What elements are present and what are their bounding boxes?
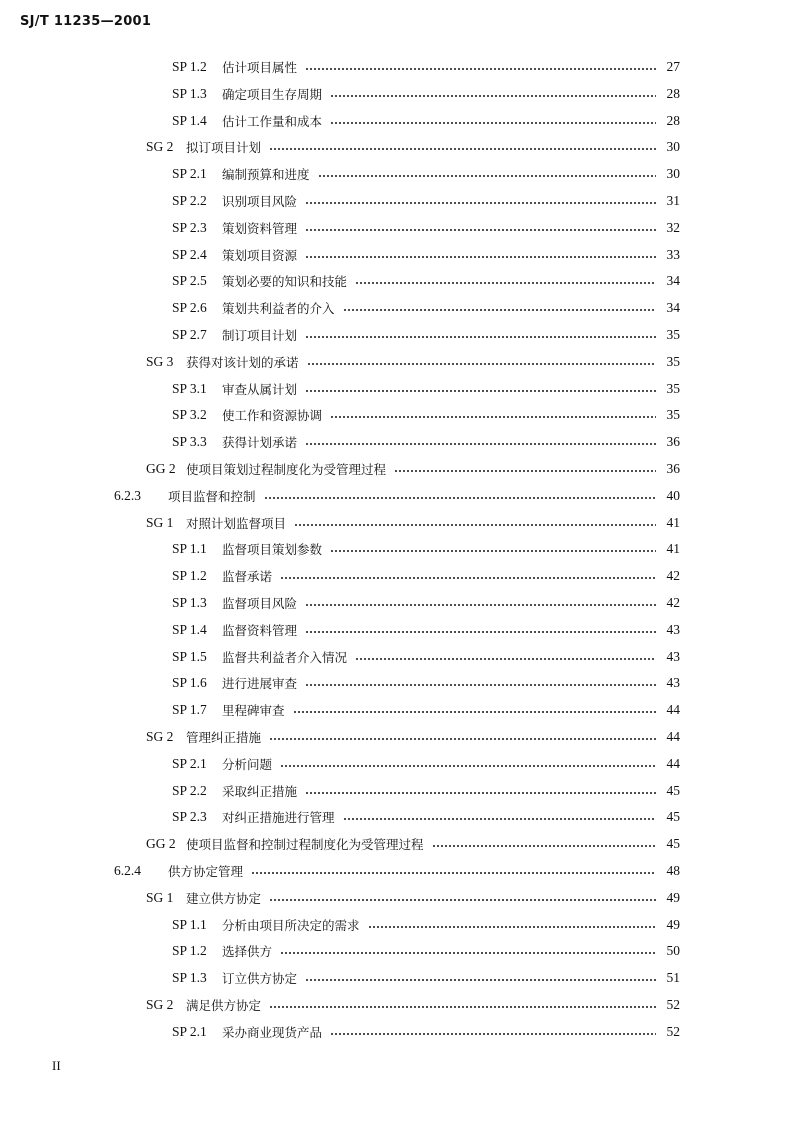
dot-leader xyxy=(305,324,656,346)
dot-leader xyxy=(305,56,656,78)
toc-entry[interactable] xyxy=(114,485,680,507)
toc-entry[interactable] xyxy=(146,887,680,909)
dot-leader xyxy=(280,565,656,587)
toc-entry-code: 6.2.3 xyxy=(114,488,141,503)
toc-entry[interactable] xyxy=(172,190,680,212)
toc-entry-page: 52 xyxy=(666,1024,680,1039)
dot-leader xyxy=(355,270,656,292)
toc-entry-code: SP 1.1 xyxy=(172,917,207,932)
toc-entry-page: 35 xyxy=(666,327,680,342)
toc-entry-title: 项目监督和控制 xyxy=(168,489,256,504)
toc-entry-code: SG 2 xyxy=(146,729,174,744)
toc-entry-title: 估计项目属性 xyxy=(222,60,298,75)
toc-entry[interactable] xyxy=(172,592,680,614)
toc-entry-code: SP 1.2 xyxy=(172,59,207,74)
dot-leader xyxy=(269,726,656,748)
dot-leader xyxy=(330,1021,656,1043)
dot-leader xyxy=(305,431,656,453)
toc-entry-title: 满足供方协定 xyxy=(186,998,262,1013)
toc-entry-title: 估计工作量和成本 xyxy=(222,114,323,129)
toc-entry[interactable] xyxy=(146,512,680,534)
toc-entry-page: 36 xyxy=(666,461,680,476)
toc-entry-code: SP 1.2 xyxy=(172,943,207,958)
toc-entry[interactable] xyxy=(172,56,680,78)
toc-entry-code: 6.2.4 xyxy=(114,863,141,878)
toc-entry-page: 43 xyxy=(666,622,680,637)
toc-entry-code: SP 2.1 xyxy=(172,1024,207,1039)
toc-entry-title: 订立供方协定 xyxy=(222,971,298,986)
toc-entry-title: 进行进展审查 xyxy=(222,676,298,691)
toc-entry[interactable] xyxy=(172,699,680,721)
toc-entry-title: 选择供方 xyxy=(222,944,273,959)
toc-entry-page: 42 xyxy=(666,595,680,610)
dot-leader xyxy=(305,244,656,266)
toc-entry-title: 监督共利益者介入情况 xyxy=(222,650,348,665)
document-number: SJ/T 11235—2001 xyxy=(20,14,152,29)
dot-leader xyxy=(269,994,656,1016)
toc-entry[interactable] xyxy=(172,378,680,400)
toc-entry-title: 策划项目资源 xyxy=(222,248,298,263)
toc-entry-page: 44 xyxy=(666,702,680,717)
toc-entry-code: SP 3.3 xyxy=(172,434,207,449)
dot-leader xyxy=(280,940,656,962)
toc-entry-title: 策划共利益者的介入 xyxy=(222,301,335,316)
toc-entry-title: 确定项目生存周期 xyxy=(222,87,323,102)
toc-entry[interactable] xyxy=(146,833,680,855)
toc-entry-code: GG 2 xyxy=(146,836,176,851)
dot-leader xyxy=(269,887,656,909)
dot-leader xyxy=(305,672,656,694)
toc-entry-page: 48 xyxy=(666,863,680,878)
toc-entry-page: 27 xyxy=(666,59,680,74)
toc-entry-title: 使项目策划过程制度化为受管理过程 xyxy=(186,462,387,477)
toc-entry-title: 监督资料管理 xyxy=(222,623,298,638)
toc-entry-page: 30 xyxy=(666,139,680,154)
toc-entry-title: 建立供方协定 xyxy=(186,891,262,906)
toc-entry-title: 策划资料管理 xyxy=(222,221,298,236)
toc-entry-code: SP 2.6 xyxy=(172,300,207,315)
toc-entry[interactable] xyxy=(172,431,680,453)
dot-leader xyxy=(355,646,656,668)
toc-entry-code: SP 1.1 xyxy=(172,541,207,556)
toc-entry-page: 33 xyxy=(666,247,680,262)
toc-entry-page: 35 xyxy=(666,354,680,369)
toc-entry-code: SP 1.7 xyxy=(172,702,207,717)
toc-entry[interactable] xyxy=(172,217,680,239)
dot-leader xyxy=(293,699,656,721)
toc-entry[interactable] xyxy=(172,297,680,319)
dot-leader xyxy=(330,404,656,426)
toc-entry-title: 供方协定管理 xyxy=(168,864,244,879)
dot-leader xyxy=(330,538,656,560)
dot-leader xyxy=(343,806,656,828)
toc-entry-page: 41 xyxy=(666,515,680,530)
toc-entry-page: 35 xyxy=(666,381,680,396)
toc-entry-page: 32 xyxy=(666,220,680,235)
dot-leader xyxy=(307,351,656,373)
toc-entry[interactable] xyxy=(146,458,680,480)
toc-entry-code: SP 2.3 xyxy=(172,220,207,235)
toc-entry-title: 监督项目风险 xyxy=(222,596,298,611)
dot-leader xyxy=(305,967,656,989)
toc-entry-code: SP 1.6 xyxy=(172,675,207,690)
toc-entry[interactable] xyxy=(172,83,680,105)
dot-leader xyxy=(294,512,656,534)
toc-entry-title: 识别项目风险 xyxy=(222,194,298,209)
toc-entry-title: 对照计划监督项目 xyxy=(186,516,287,531)
toc-entry-code: SG 1 xyxy=(146,515,174,530)
page-number: II xyxy=(52,1058,61,1073)
toc-entry-code: SP 2.2 xyxy=(172,783,207,798)
toc-entry-page: 28 xyxy=(666,86,680,101)
toc-entry-code: SP 3.2 xyxy=(172,407,207,422)
toc-entry-page: 44 xyxy=(666,756,680,771)
toc-entry-title: 对纠正措施进行管理 xyxy=(222,810,335,825)
toc-entry-page: 50 xyxy=(666,943,680,958)
toc-entry[interactable] xyxy=(172,244,680,266)
toc-entry-page: 52 xyxy=(666,997,680,1012)
toc-entry-page: 35 xyxy=(666,407,680,422)
toc-entry[interactable] xyxy=(114,860,680,882)
dot-leader xyxy=(305,592,656,614)
toc-entry-code: SP 2.1 xyxy=(172,756,207,771)
toc-entry-title: 策划必要的知识和技能 xyxy=(222,274,348,289)
toc-entry-title: 拟订项目计划 xyxy=(186,140,262,155)
toc-entry-title: 监督承诺 xyxy=(222,569,273,584)
toc-entry-code: SP 2.4 xyxy=(172,247,207,262)
toc-entry-title: 使工作和资源协调 xyxy=(222,408,323,423)
toc-entry-page: 42 xyxy=(666,568,680,583)
toc-entry-title: 里程碑审查 xyxy=(222,703,285,718)
toc-entry-code: GG 2 xyxy=(146,461,176,476)
toc-entry[interactable] xyxy=(172,324,680,346)
toc-entry[interactable] xyxy=(172,404,680,426)
toc-entry[interactable] xyxy=(146,726,680,748)
dot-leader xyxy=(305,217,656,239)
toc-entry-code: SP 1.4 xyxy=(172,113,207,128)
toc-entry-page: 36 xyxy=(666,434,680,449)
dot-leader xyxy=(343,297,656,319)
toc-entry-code: SP 2.5 xyxy=(172,273,207,288)
toc-entry-code: SG 3 xyxy=(146,354,174,369)
toc-entry-page: 49 xyxy=(666,917,680,932)
toc-entry-code: SP 1.3 xyxy=(172,970,207,985)
toc-entry[interactable] xyxy=(172,967,680,989)
toc-entry[interactable] xyxy=(172,646,680,668)
dot-leader xyxy=(330,110,656,132)
dot-leader xyxy=(251,860,656,882)
toc-entry-page: 51 xyxy=(666,970,680,985)
dot-leader xyxy=(305,619,656,641)
toc-entry-page: 43 xyxy=(666,649,680,664)
toc-entry-title: 采取纠正措施 xyxy=(222,784,298,799)
toc-entry-code: SP 1.3 xyxy=(172,595,207,610)
toc-entry-page: 44 xyxy=(666,729,680,744)
toc-entry[interactable] xyxy=(172,940,680,962)
toc-entry-code: SP 2.7 xyxy=(172,327,207,342)
toc-entry-page: 34 xyxy=(666,300,680,315)
toc-entry[interactable] xyxy=(172,780,680,802)
dot-leader xyxy=(305,780,656,802)
toc-entry-page: 45 xyxy=(666,836,680,851)
toc-entry-code: SP 1.4 xyxy=(172,622,207,637)
toc-entry-title: 制订项目计划 xyxy=(222,328,298,343)
toc-entry-page: 31 xyxy=(666,193,680,208)
toc-entry[interactable] xyxy=(172,270,680,292)
toc-entry[interactable] xyxy=(172,806,680,828)
toc-entry-title: 分析问题 xyxy=(222,757,273,772)
toc-entry-code: SP 2.2 xyxy=(172,193,207,208)
toc-entry[interactable] xyxy=(172,538,680,560)
toc-entry[interactable] xyxy=(172,619,680,641)
dot-leader xyxy=(432,833,656,855)
toc-entry[interactable] xyxy=(146,994,680,1016)
toc-entry[interactable] xyxy=(146,351,680,373)
toc-entry-page: 30 xyxy=(666,166,680,181)
toc-entry[interactable] xyxy=(146,136,680,158)
dot-leader xyxy=(318,163,656,185)
toc-entry-page: 28 xyxy=(666,113,680,128)
toc-entry-page: 45 xyxy=(666,809,680,824)
toc-entry-code: SG 1 xyxy=(146,890,174,905)
toc-entry-title: 审查从属计划 xyxy=(222,382,298,397)
toc-entry-page: 45 xyxy=(666,783,680,798)
toc-entry-page: 34 xyxy=(666,273,680,288)
toc-entry-code: SG 2 xyxy=(146,139,174,154)
toc-entry-page: 40 xyxy=(666,488,680,503)
toc-entry[interactable] xyxy=(172,565,680,587)
dot-leader xyxy=(394,458,656,480)
dot-leader xyxy=(305,190,656,212)
toc-entry-title: 分析由项目所决定的需求 xyxy=(222,918,360,933)
toc-entry-code: SP 3.1 xyxy=(172,381,207,396)
toc-entry[interactable] xyxy=(172,110,680,132)
toc-entry[interactable] xyxy=(172,914,680,936)
toc-entry-title: 获得对该计划的承诺 xyxy=(186,355,299,370)
dot-leader xyxy=(264,485,656,507)
toc-entry-code: SG 2 xyxy=(146,997,174,1012)
toc-entry-title: 编制预算和进度 xyxy=(222,167,310,182)
dot-leader xyxy=(305,378,656,400)
toc-entry-title: 采办商业现货产品 xyxy=(222,1025,323,1040)
toc-entry-page: 41 xyxy=(666,541,680,556)
toc-entry[interactable] xyxy=(172,672,680,694)
toc-entry-title: 管理纠正措施 xyxy=(186,730,262,745)
toc-entry-code: SP 1.3 xyxy=(172,86,207,101)
toc-entry-page: 43 xyxy=(666,675,680,690)
dot-leader xyxy=(368,914,656,936)
toc-entry-code: SP 2.1 xyxy=(172,166,207,181)
toc-entry-title: 监督项目策划参数 xyxy=(222,542,323,557)
toc-entry-code: SP 2.3 xyxy=(172,809,207,824)
toc-entry[interactable] xyxy=(172,1021,680,1043)
toc-entry-title: 使项目监督和控制过程制度化为受管理过程 xyxy=(186,837,424,852)
toc-entry-code: SP 1.5 xyxy=(172,649,207,664)
toc-entry-page: 49 xyxy=(666,890,680,905)
toc-entry[interactable] xyxy=(172,753,680,775)
dot-leader xyxy=(269,136,656,158)
toc-entry[interactable] xyxy=(172,163,680,185)
toc-entry-code: SP 1.2 xyxy=(172,568,207,583)
dot-leader xyxy=(330,83,656,105)
toc-entry-title: 获得计划承诺 xyxy=(222,435,298,450)
dot-leader xyxy=(280,753,656,775)
